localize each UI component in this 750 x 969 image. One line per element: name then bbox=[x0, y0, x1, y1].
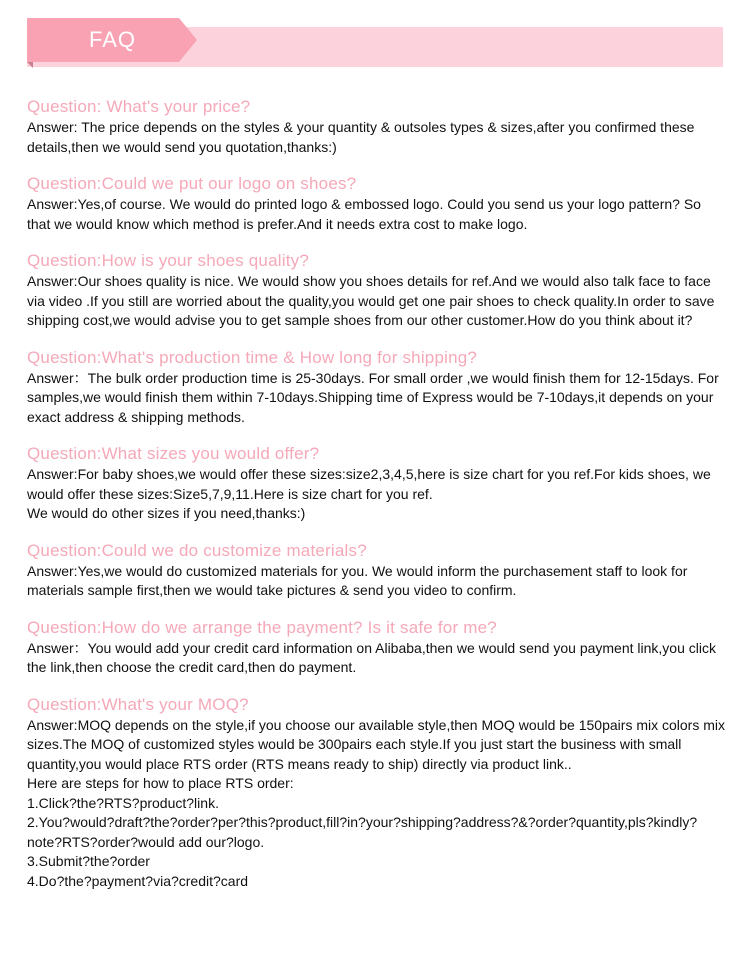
faq-answer-line: Answer：You would add your credit card information on Alibaba,then we would send you payment link,you click the link,then choose the credit card,then do payment. bbox=[27, 639, 716, 675]
faq-item bbox=[27, 694, 727, 892]
faq-question: Question:What sizes you would offer? bbox=[27, 444, 320, 463]
faq-item bbox=[27, 173, 727, 234]
faq-answer bbox=[27, 639, 727, 678]
faq-answer-line: Answer:For baby shoes,we would offer these sizes:size2,3,4,5,here is size chart for you ref.For kids shoes, we would offer these sizes:Size5,7,9,11.Here is size chart for you ref. bbox=[27, 466, 711, 502]
faq-answer bbox=[27, 465, 727, 524]
faq-list bbox=[27, 96, 727, 907]
faq-item bbox=[27, 347, 727, 428]
faq-item bbox=[27, 96, 727, 157]
faq-answer-line: 4.Do?the?payment?via?credit?card bbox=[27, 872, 249, 889]
faq-item bbox=[27, 443, 727, 524]
faq-answer bbox=[27, 118, 727, 157]
faq-answer-line: Answer：The bulk order production time is 25-30days. For small order ,we would finish them for 12-15days. For samples,we would finish them within 7-10days.Shipping time of Express would be 7-10days,it depends on your exact address & shipping methods. bbox=[27, 369, 719, 425]
faq-question: Question:What's production time & How long for shipping? bbox=[27, 347, 478, 367]
faq-question: Question:Could we do customize materials? bbox=[27, 540, 367, 560]
faq-answer-line: Answer:Yes,we would do customized materials for you. We would inform the purchasement staff to look for materials sample first,then we would take pictures & send you video to confirm. bbox=[27, 562, 688, 598]
faq-answer-line: Answer:Our shoes quality is nice. We would show you shoes details for ref.And we would also talk face to face via video .If you still are worried about the quality,you would get one pair shoes to check quality.In order to save shipping cost,we would advise you to get sample shoes from our other customer.How do you think about it? bbox=[27, 273, 715, 328]
faq-answer bbox=[27, 562, 727, 601]
faq-answer-line: 2.You?would?draft?the?order?per?this?product,fill?in?your?shipping?address?&?order?quantity,pls?kindly?note?RTS?order?would add our?logo. bbox=[27, 814, 698, 850]
faq-answer-line: Here are steps for how to place RTS order: bbox=[27, 775, 294, 791]
faq-answer bbox=[27, 272, 727, 331]
faq-answer-line: 1.Click?the?RTS?product?link. bbox=[27, 794, 219, 811]
faq-answer-line: 3.Submit?the?order bbox=[27, 853, 150, 869]
faq-question: Question:Could we put our logo on shoes? bbox=[27, 174, 357, 193]
faq-answer bbox=[27, 195, 727, 234]
faq-answer-line: Answer:Yes,of course. We would do printed logo & embossed logo. Could you send us your logo pattern? So that we would know which method is prefer.And it needs extra cost to make logo. bbox=[27, 196, 701, 232]
banner-notch bbox=[27, 62, 33, 68]
faq-question: Question:What's your MOQ? bbox=[27, 694, 249, 714]
faq-answer bbox=[27, 369, 727, 428]
faq-title: FAQ bbox=[89, 27, 137, 52]
faq-answer bbox=[27, 716, 727, 892]
faq-question: Question:How do we arrange the payment? Is it safe for me? bbox=[27, 617, 497, 637]
faq-banner bbox=[27, 18, 723, 68]
faq-question: Question:How is your shoes quality? bbox=[27, 251, 309, 270]
faq-item bbox=[27, 617, 727, 678]
faq-answer-line: Answer: The price depends on the styles & your quantity & outsoles types & sizes,after you confirmed these details,then we would send you quotation,thanks:) bbox=[27, 119, 695, 155]
faq-question: Question: What's your price? bbox=[27, 97, 251, 116]
faq-answer-line: Answer:MOQ depends on the style,if you choose our available style,then MOQ would be 150pairs mix colors mix sizes.The MOQ of customized styles would be 300pairs each style.If you just start the business with small quantity,you would place RTS order (RTS means ready to ship) directly via product link.. bbox=[27, 716, 725, 772]
faq-item bbox=[27, 250, 727, 331]
faq-answer-line: We would do other sizes if you need,thanks:) bbox=[27, 505, 306, 521]
faq-item bbox=[27, 540, 727, 601]
